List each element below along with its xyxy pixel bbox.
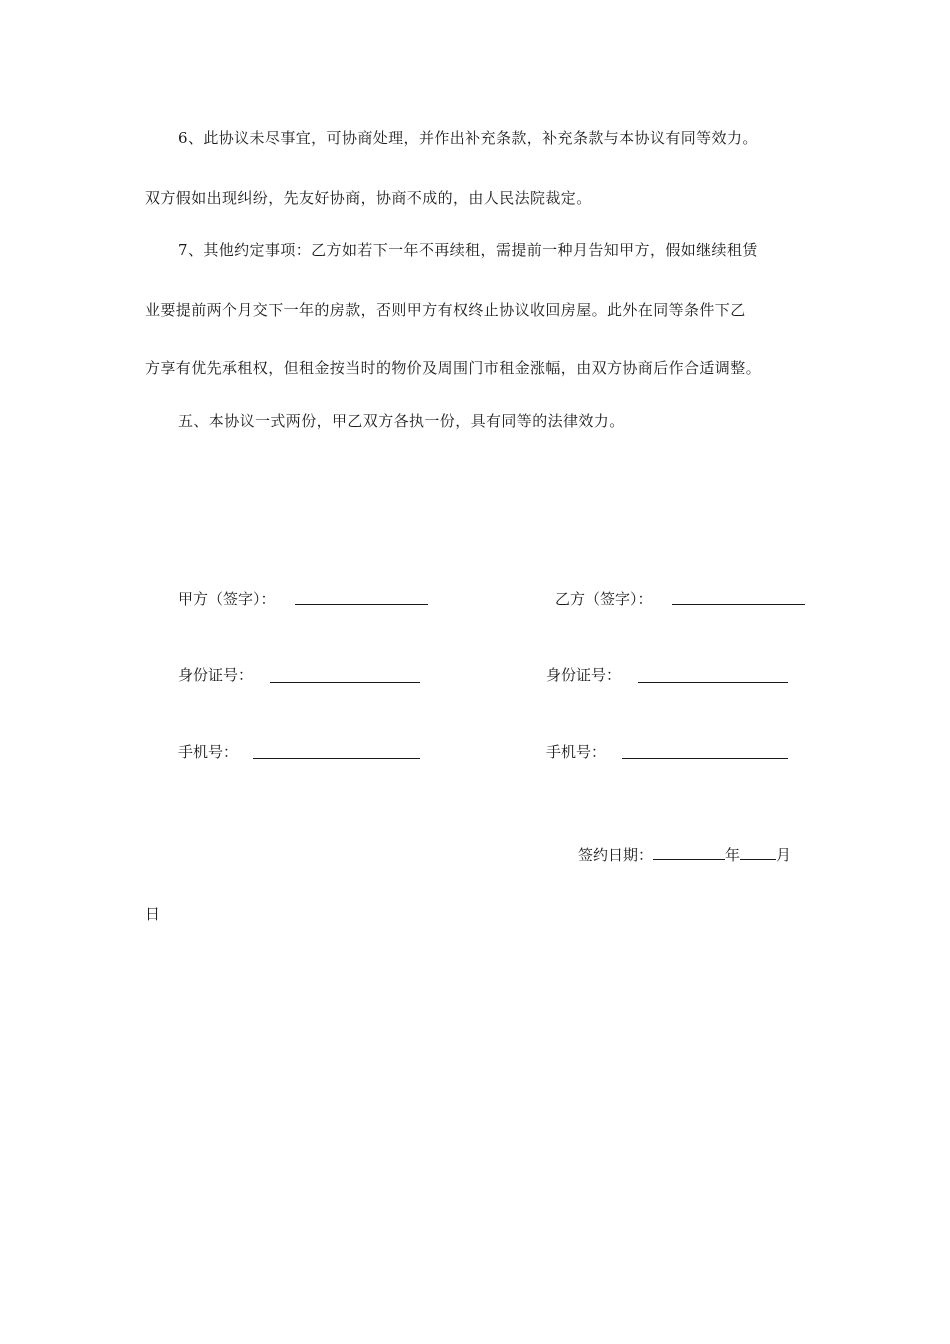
signing-year-suffix: 年: [725, 846, 741, 864]
signing-month-suffix: 月: [776, 846, 792, 864]
party-a-signature-label: 甲方（签字）：: [178, 590, 276, 608]
clause-5: 五、本协议一式两份，甲乙双方各执一份，具有同等的法律效力。: [178, 412, 625, 430]
party-b-id-label: 身份证号：: [546, 666, 622, 684]
signing-year-field[interactable]: [653, 845, 725, 860]
party-b-signature-field[interactable]: [672, 604, 805, 605]
party-a-phone-label: 手机号：: [178, 743, 239, 761]
signing-day-suffix: 日: [145, 905, 161, 923]
party-a-phone-field[interactable]: [253, 758, 420, 759]
clause-7-line-2: 业要提前两个月交下一年的房款，否则甲方有权终止协议收回房屋。此外在同等条件下乙: [145, 301, 746, 319]
party-b-id-field[interactable]: [638, 682, 788, 683]
signing-month-field[interactable]: [740, 845, 776, 860]
party-a-id-field[interactable]: [270, 682, 420, 683]
clause-6-line-1: 6、此协议未尽事宜，可协商处理，并作出补充条款，补充条款与本协议有同等效力。: [178, 129, 758, 147]
clause-6-line-2: 双方假如出现纠纷，先友好协商，协商不成的，由人民法院裁定。: [145, 189, 592, 207]
signing-date-label: 签约日期：: [578, 846, 654, 864]
signing-date-row: [578, 845, 791, 865]
party-b-phone-field[interactable]: [622, 758, 788, 759]
party-b-signature-label: 乙方（签字）：: [555, 590, 653, 608]
party-a-signature-field[interactable]: [295, 604, 428, 605]
party-a-id-label: 身份证号：: [178, 666, 254, 684]
clause-7-line-1: 7、其他约定事项：乙方如若下一年不再续租，需提前一种月告知甲方，假如继续租赁: [178, 241, 758, 259]
party-b-phone-label: 手机号：: [546, 743, 607, 761]
clause-7-line-3: 方享有优先承租权，但租金按当时的物价及周围门市租金涨幅，由双方协商后作合适调整。: [145, 359, 762, 377]
